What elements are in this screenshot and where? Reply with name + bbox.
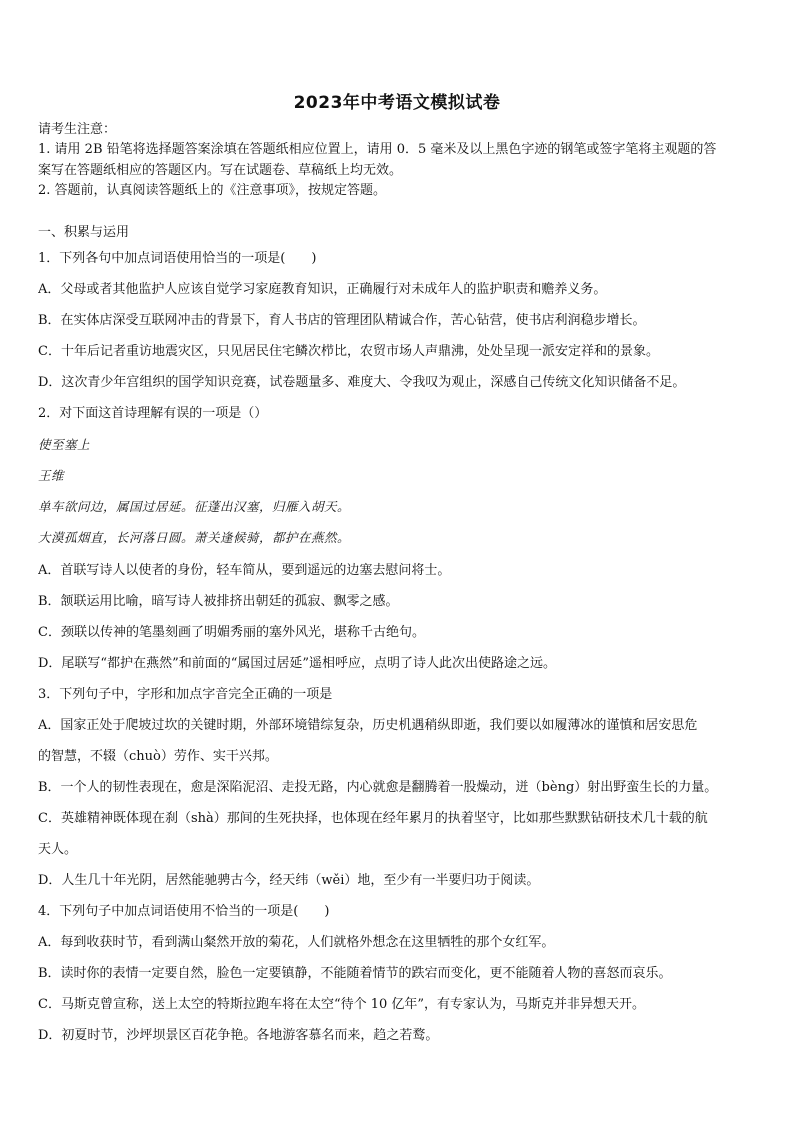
question-3-stem: 3．下列句子中，字形和加点字音完全正确的一项是 xyxy=(38,687,333,702)
question-2-option-b: B．颔联运用比喻，暗写诗人被排挤出朝廷的孤寂、飘零之感。 xyxy=(38,594,399,609)
question-3-option-c-line-2: 天人。 xyxy=(38,842,78,857)
question-2-option-c: C．颈联以传神的笔墨刻画了明媚秀丽的塞外风光，堪称千古绝句。 xyxy=(38,625,425,640)
question-1-option-c: C．十年后记者重访地震灾区，只见居民住宅鳞次栉比，农贸市场人声鼎沸，处处呈现一派安定祥和的景象。 xyxy=(38,344,659,359)
question-4-option-b: B．读时你的表情一定要自然，脸色一定要镇静，不能随着情节的跌宕而变化，更不能随着人物的喜怒而哀乐。 xyxy=(38,966,672,981)
question-1-option-d: D．这次青少年宫组织的国学知识竞赛，试卷题量多、难度大、令我叹为观止，深感自己传统文化知识储备不足。 xyxy=(38,375,686,390)
question-1-stem: 1．下列各句中加点词语使用恰当的一项是( ) xyxy=(38,251,317,266)
section-heading: 一、积累与运用 xyxy=(38,225,130,240)
poem-line-2: 大漠孤烟直，长河落日圆。萧关逢候骑，都护在燕然。 xyxy=(38,530,351,545)
question-4-stem: 4．下列句子中加点词语使用不恰当的一项是( ) xyxy=(38,904,330,919)
page-title: 2023年中考语文模拟试卷 xyxy=(293,93,501,113)
question-1-option-b: B．在实体店深受互联网冲击的背景下，育人书店的管理团队精诚合作，苦心钻营，使书店利润稳步增长。 xyxy=(38,313,646,328)
poem-author: 王维 xyxy=(38,468,65,483)
question-4-option-c: C．马斯克曾宣称，送上太空的特斯拉跑车将在太空“待个 10 亿年”，有专家认为，马斯克并非异想天开。 xyxy=(38,997,646,1012)
notice-item-1-line-2: 案写在答题纸相应的答题区内。写在试题卷、草稿纸上均无效。 xyxy=(38,163,403,178)
question-2-stem: 2．对下面这首诗理解有误的一项是（） xyxy=(38,406,268,421)
question-3-option-a-line-2: 的智慧，不辍（chuò）劳作、实干兴邦。 xyxy=(38,749,278,764)
question-4-option-a: A．每到收获时节，看到满山粲然开放的菊花，人们就格外想念在这里牺牲的那个女红军。 xyxy=(38,935,555,950)
question-3-option-d: D．人生几十年光阴，居然能驰骋古今，经天纬（wěi）地，至少有一半要归功于阅读。 xyxy=(38,873,540,888)
question-1-option-a: A．父母或者其他监护人应该自觉学习家庭教育知识，正确履行对未成年人的监护职责和赡养义务。 xyxy=(38,282,607,297)
poem-line-1: 单车欲问边，属国过居延。征蓬出汉塞，归雁入胡天。 xyxy=(38,499,351,514)
poem-title: 使至塞上 xyxy=(38,437,91,452)
question-2-option-d: D．尾联写“都护在燕然”和前面的“属国过居延”遥相呼应，点明了诗人此次出使路途之远。 xyxy=(38,656,557,671)
notice-heading: 请考生注意： xyxy=(38,122,117,137)
question-3-option-c-line-1: C．英雄精神既体现在刹（shà）那间的生死抉择，也体现在经年累月的执着坚守，比如那些默默钻研技术几十载的航 xyxy=(38,811,708,826)
question-2-option-a: A．首联写诗人以使者的身份，轻车简从，要到遥远的边塞去慰问将士。 xyxy=(38,563,451,578)
notice-item-2: 2. 答题前，认真阅读答题纸上的《注意事项》，按规定答题。 xyxy=(38,183,387,198)
question-3-option-b: B．一个人的韧性表现在，愈是深陷泥沼、走投无路，内心就愈是翻腾着一股燥动，迸（bèng）射出野蛮生长的力量。 xyxy=(38,780,718,795)
notice-item-1-line-1: 1. 请用 2B 铅笔将选择题答案涂填在答题纸相应位置上，请用 0．5 毫米及以上黑色字迹的钢笔或签字笔将主观题的答 xyxy=(38,142,717,157)
question-4-option-d: D．初夏时节，沙坪坝景区百花争艳。各地游客慕名而来，趋之若鹜。 xyxy=(38,1028,439,1043)
question-3-option-a-line-1: A．国家正处于爬坡过坎的关键时期，外部环境错综复杂，历史机遇稍纵即逝，我们要以如履薄冰的谨慎和居安思危 xyxy=(38,718,698,733)
